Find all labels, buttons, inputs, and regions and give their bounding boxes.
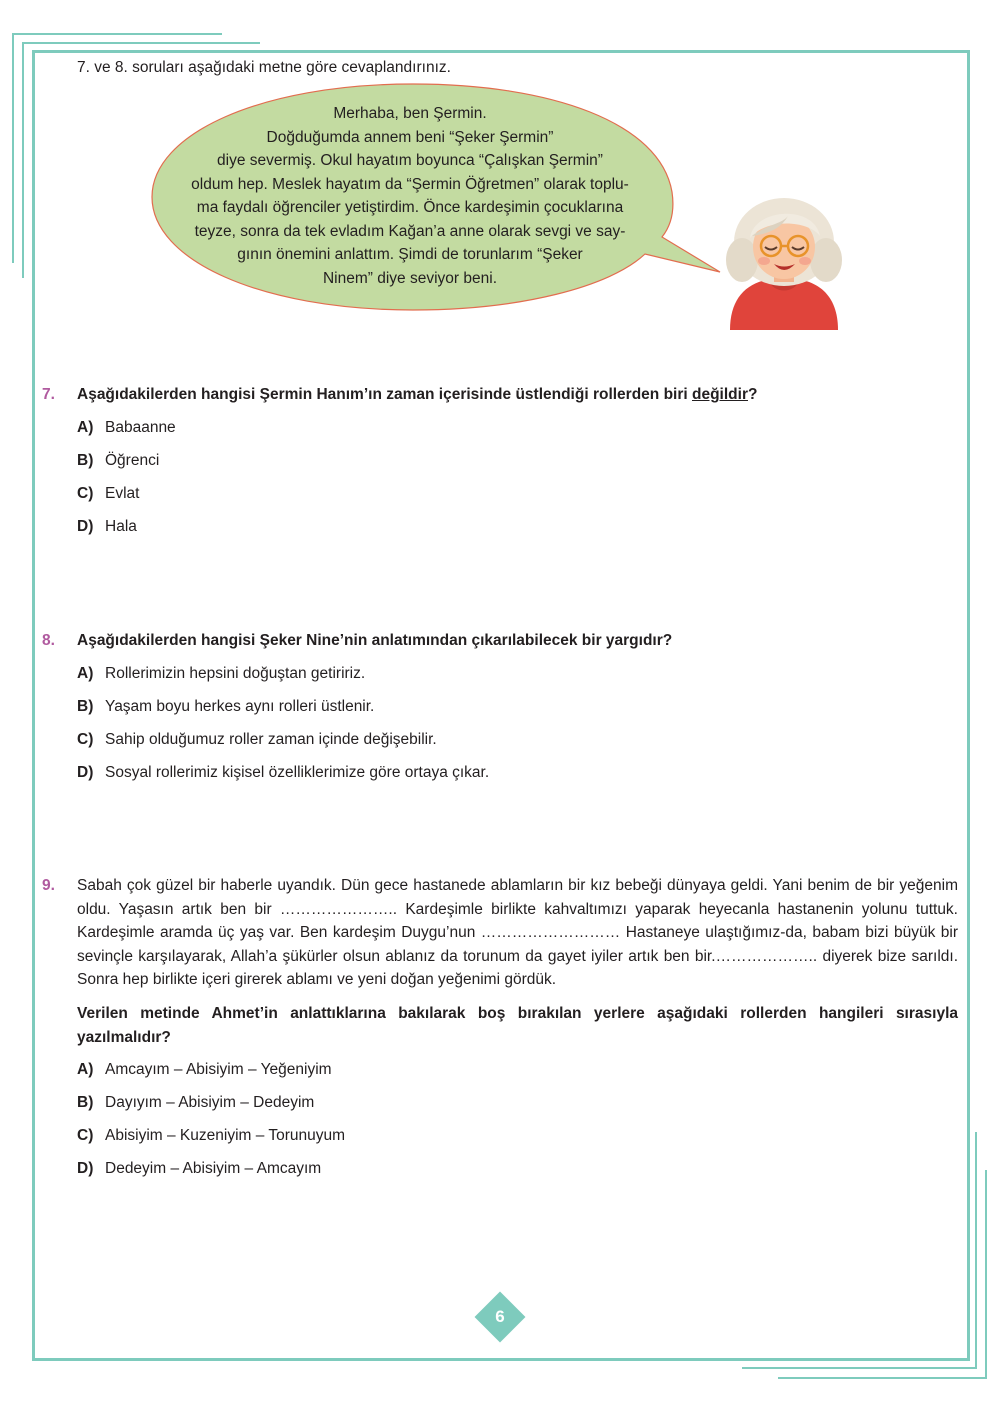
option-text: Dayıyım – Abisiyim – Dedeyim bbox=[105, 1094, 315, 1111]
bubble-line: teyze, sonra da tek evladım Kağan’a anne olarak sevgi ve say- bbox=[194, 222, 626, 240]
option-letter: C) bbox=[77, 485, 94, 502]
question-7-text-end: ? bbox=[747, 386, 758, 403]
option-text: Hala bbox=[105, 518, 137, 535]
option-letter: C) bbox=[77, 1127, 94, 1144]
question-7-number: 7. bbox=[42, 386, 55, 403]
option-letter: C) bbox=[77, 731, 94, 748]
frame-accent-br-4 bbox=[985, 1170, 987, 1379]
question-9-option-b[interactable] bbox=[77, 1094, 314, 1112]
frame-left bbox=[32, 50, 35, 1361]
bubble-line: Doğduğumda annem beni “Şeker Şermin” bbox=[266, 128, 554, 146]
question-9-passage: Sabah çok güzel bir haberle uyandık. Dün gece hastanede ablamların bir kız bebeği dünyaya geldi. Yani benim de bir yeğenim oldu. Yaşasın artık ben bir ………………….. Kardeşimle birlikte kahvaltımızı yaparak heyecanla hastanenin yolunu tuttuk. Kardeşimle aramda üç yaş var. Ben kardeşim Duygu’nun ……………………… Hastaneye ulaştığımız-da, babam bizi büyük bir sevinçle karşılayarak, Allah’a şükürler olsun ablanız da torunum da gayet iyiler artık ben bir.……………….. diyerek bize sarıldı. Sonra hep birlikte içeri girerek ablamı ve yeni doğan yeğenimi gördük. bbox=[77, 877, 958, 988]
question-8-option-c[interactable] bbox=[77, 731, 437, 749]
option-letter: D) bbox=[77, 518, 94, 535]
option-letter: D) bbox=[77, 764, 94, 781]
option-text: Evlat bbox=[105, 485, 140, 502]
frame-accent-tl-4 bbox=[22, 42, 24, 278]
bubble-line: Ninem” diye seviyor beni. bbox=[322, 269, 497, 287]
question-8-number: 8. bbox=[42, 632, 55, 649]
intro-instruction: 7. ve 8. soruları aşağıdaki metne göre cevaplandırınız. bbox=[77, 59, 451, 76]
option-letter: B) bbox=[77, 452, 94, 469]
grandmother-illustration bbox=[722, 190, 847, 332]
frame-bottom bbox=[32, 1358, 970, 1361]
option-text: Sahip olduğumuz roller zaman içinde değişebilir. bbox=[105, 731, 437, 748]
question-7-option-c[interactable] bbox=[77, 485, 139, 503]
frame-right bbox=[967, 50, 970, 1361]
bubble-line: oldum hep. Meslek hayatım da “Şermin Öğretmen” olarak toplu- bbox=[191, 175, 629, 193]
frame-accent-br-3 bbox=[778, 1377, 987, 1379]
option-text: Amcayım – Abisiyim – Yeğeniyim bbox=[105, 1061, 332, 1078]
frame-top bbox=[32, 50, 970, 53]
question-9-option-c[interactable] bbox=[77, 1127, 345, 1145]
frame-accent-tl-3 bbox=[22, 42, 260, 44]
page-number: 6 bbox=[495, 1307, 505, 1326]
question-7-option-b[interactable] bbox=[77, 452, 159, 470]
question-9-option-d[interactable] bbox=[77, 1160, 321, 1178]
bubble-line: Merhaba, ben Şermin. bbox=[333, 105, 487, 122]
question-8-option-b[interactable] bbox=[77, 698, 374, 716]
option-text: Yaşam boyu herkes aynı rolleri üstlenir. bbox=[105, 698, 375, 715]
question-9-number: 9. bbox=[42, 877, 55, 894]
frame-accent-tl-1 bbox=[12, 33, 222, 35]
option-text: Dedeyim – Abisiyim – Amcayım bbox=[105, 1160, 322, 1177]
question-7-underlined-word: değildir bbox=[692, 386, 748, 403]
bubble-line: gının önemini anlattım. Şimdi de torunlarım “Şeker bbox=[237, 246, 583, 263]
question-8-option-d[interactable] bbox=[77, 764, 489, 782]
question-7-option-d[interactable] bbox=[77, 518, 137, 536]
option-text: Babaanne bbox=[105, 419, 176, 436]
question-8-text: Aşağıdakilerden hangisi Şeker Nine’nin anlatımından çıkarılabilecek bir yargıdır? bbox=[77, 632, 673, 649]
frame-accent-br-1 bbox=[742, 1367, 977, 1369]
bubble-line: diye severmiş. Okul hayatım boyunca “Çalışkan Şermin” bbox=[217, 152, 603, 169]
question-7-text-part: Aşağıdakilerden hangisi Şermin Hanım’ın zaman içerisinde üstlendiği rollerden biri bbox=[77, 386, 692, 403]
option-letter: B) bbox=[77, 1094, 94, 1111]
option-letter: A) bbox=[77, 419, 94, 436]
option-letter: D) bbox=[77, 1160, 94, 1177]
question-7-text bbox=[77, 386, 757, 404]
option-letter: A) bbox=[77, 1061, 94, 1078]
option-text: Öğrenci bbox=[105, 452, 160, 469]
question-8-option-a[interactable] bbox=[77, 665, 365, 683]
question-7-option-a[interactable] bbox=[77, 419, 176, 437]
option-letter: A) bbox=[77, 665, 94, 682]
option-text: Abisiyim – Kuzeniyim – Torunuyum bbox=[105, 1127, 346, 1144]
question-9-text: Verilen metinde Ahmet’in anlattıklarına bakılarak boş bırakılan yerlere aşağıdaki rollerden hangileri sırasıyla yazılmalıdır? bbox=[77, 1005, 958, 1046]
bubble-line: ma faydalı öğrenciler yetiştirdim. Önce kardeşimin çocuklarına bbox=[196, 199, 624, 216]
frame-accent-tl-2 bbox=[12, 33, 14, 263]
question-9-option-a[interactable] bbox=[77, 1061, 332, 1079]
frame-accent-br-2 bbox=[975, 1132, 977, 1369]
option-text: Sosyal rollerimiz kişisel özelliklerimize göre ortaya çıkar. bbox=[105, 764, 490, 781]
option-text: Rollerimizin hepsini doğuştan getiririz. bbox=[105, 665, 366, 682]
option-letter: B) bbox=[77, 698, 94, 715]
bubble-text bbox=[160, 102, 660, 290]
